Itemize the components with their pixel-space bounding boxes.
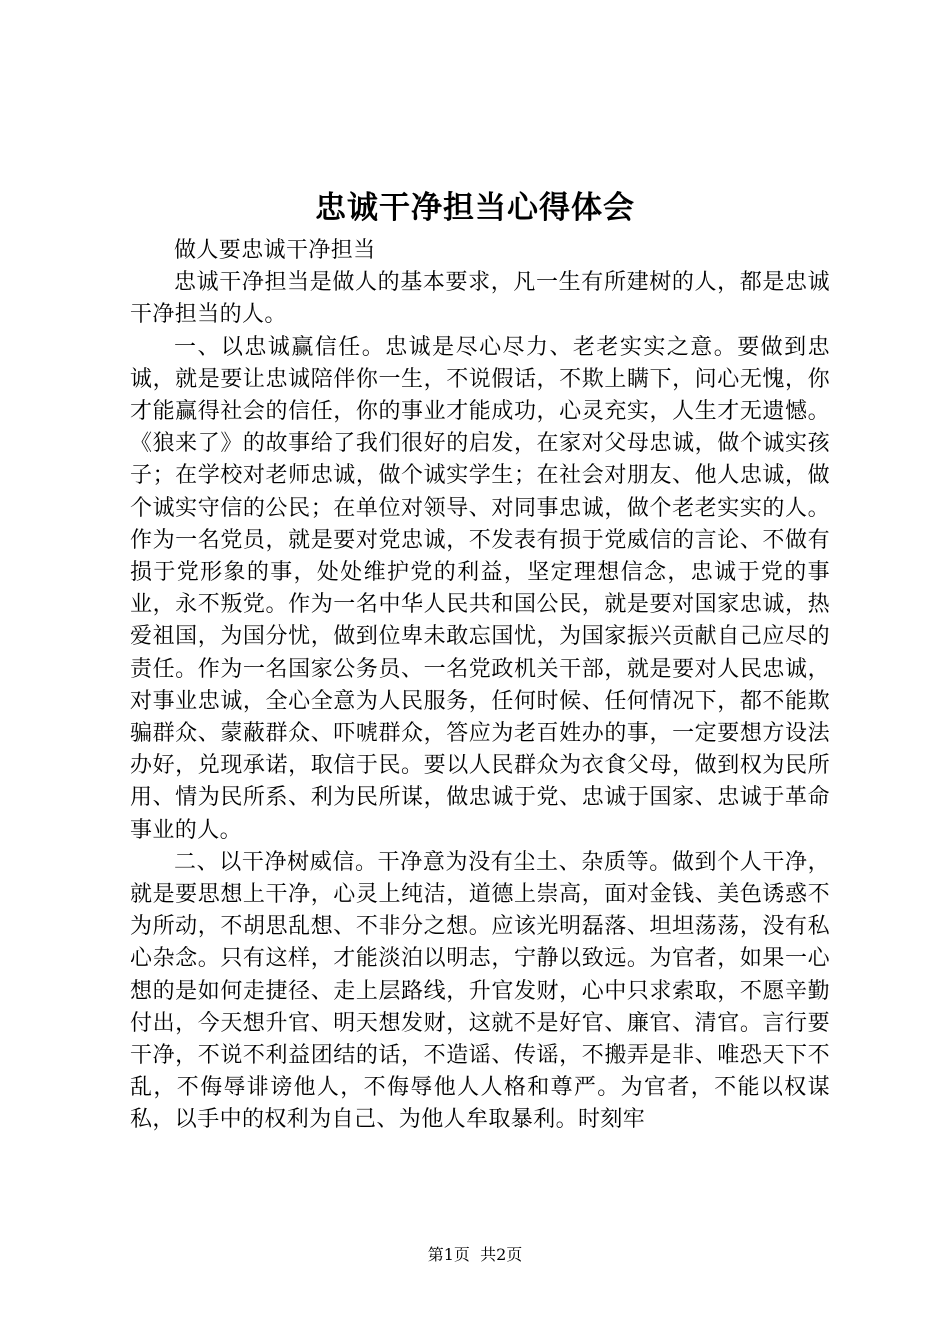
intro-paragraph: 忠诚干净担当是做人的基本要求，凡一生有所建树的人，都是忠诚干净担当的人。 bbox=[130, 270, 830, 328]
page-footer bbox=[0, 1244, 950, 1266]
page-number-label: 第1页 共2页 bbox=[427, 1245, 523, 1264]
document-body bbox=[130, 235, 830, 1137]
section-two-paragraph: 二、以干净树威信。干净意为没有尘土、杂质等。做到个人干净，就是要思想上干净，心灵上纯洁，道德上崇高，面对金钱、美色诱惑不为所动，不胡思乱想、不非分之想。应该光明磊落、坦坦荡荡，没有私心杂念。只有这样，才能淡泊以明志，宁静以致远。为官者，如果一心想的是如何走捷径、走上层路线，升官发财，心中只求索取，不愿辛勤付出，今天想升官、明天想发财，这就不是好官、廉官、清官。言行要干净，不说不利益团结的话，不造谣、传谣，不搬弄是非、唯恐天下不乱，不侮辱诽谤他人，不侮辱他人人格和尊严。为官者，不能以权谋私，以手中的权利为自己、为他人牟取暴利。时刻牢 bbox=[130, 849, 830, 1133]
section-one-paragraph: 一、以忠诚赢信任。忠诚是尽心尽力、老老实实之意。要做到忠诚，就是要让忠诚陪伴你一生，不说假话，不欺上瞒下，问心无愧，你才能赢得社会的信任，你的事业才能成功，心灵充实，人生才无遗憾。《狼来了》的故事给了我们很好的启发，在家对父母忠诚，做个诚实孩子；在学校对老师忠诚，做个诚实学生；在社会对朋友、他人忠诚，做个诚实守信的公民；在单位对领导、对同事忠诚，做个老老实实的人。作为一名党员，就是要对党忠诚，不发表有损于党威信的言论、不做有损于党形象的事，处处维护党的利益，坚定理想信念，忠诚于党的事业，永不叛党。作为一名中华人民共和国公民，就是要对国家忠诚，热爱祖国，为国分忧，做到位卑未敢忘国忧，为国家振兴贡献自己应尽的责任。作为一名国家公务员、一名党政机关干部，就是要对人民忠诚，对事业忠诚，全心全意为人民服务，任何时候、任何情况下，都不能欺骗群众、蒙蔽群众、吓唬群众，答应为老百姓办的事，一定要想方设法办好，兑现承诺，取信于民。要以人民群众为衣食父母，做到权为民所用、情为民所系、利为民所谋，做忠诚于党、忠诚于国家、忠诚于革命事业的人。 bbox=[130, 334, 830, 843]
subtitle-paragraph: 做人要忠诚干净担当 bbox=[174, 238, 376, 263]
document-title: 忠诚干净担当心得体会 bbox=[315, 190, 635, 226]
